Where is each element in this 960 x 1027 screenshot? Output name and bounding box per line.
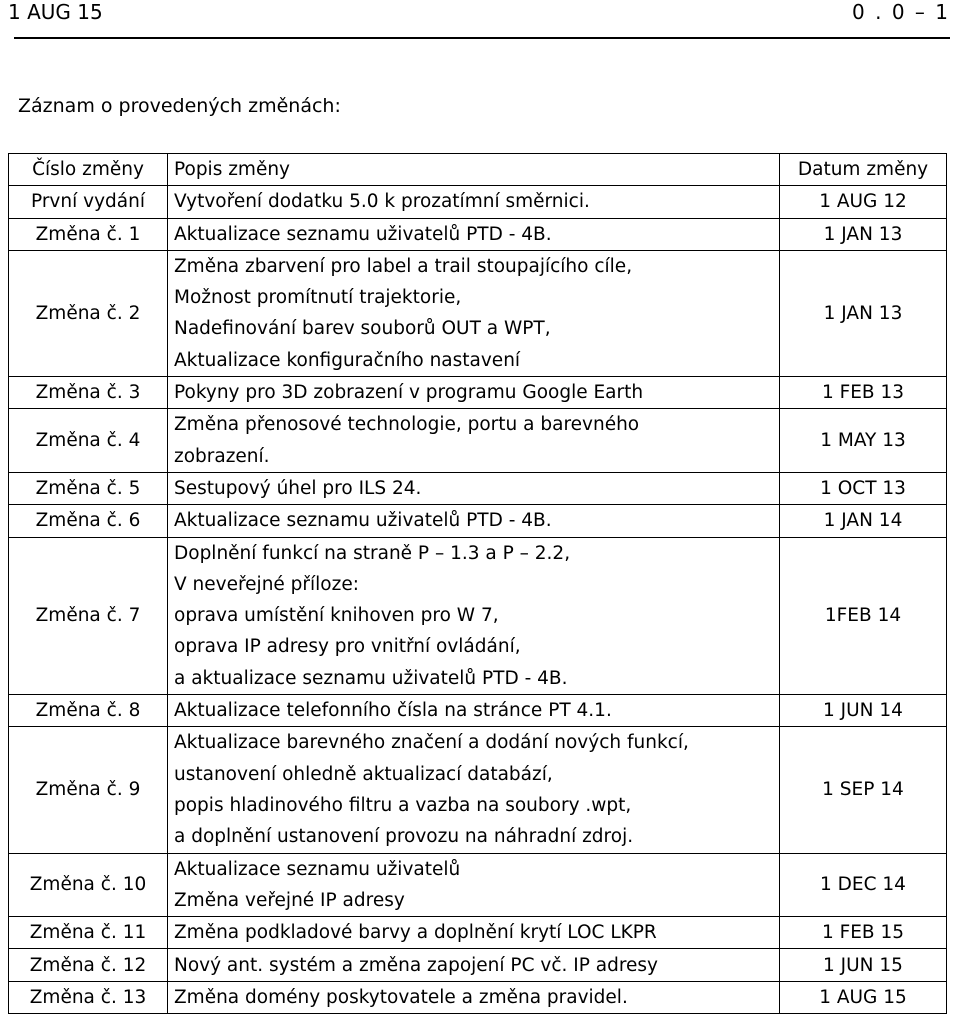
page-header <box>8 0 950 40</box>
table-row <box>9 981 947 1013</box>
change-number: Změna č. 7 <box>9 537 168 694</box>
description-line: V neveřejné příloze: <box>174 573 359 595</box>
change-record-table <box>8 153 947 1014</box>
table-row <box>9 727 947 853</box>
table-row <box>9 472 947 504</box>
change-description: Aktualizace seznamu uživatelů PTD - 4B. <box>168 218 780 250</box>
change-date <box>780 537 947 694</box>
description-line: ustanovení ohledně aktualizací databází, <box>174 763 553 785</box>
table-row <box>9 537 947 694</box>
header-rule <box>14 37 950 39</box>
change-number: Změna č. 10 <box>9 853 168 917</box>
change-description: Nový ant. systém a změna zapojení PC vč. IP adresy <box>168 949 780 981</box>
description-line: a aktualizace seznamu uživatelů PTD - 4B. <box>174 667 568 689</box>
change-number: Změna č. 6 <box>9 505 168 537</box>
table-row <box>9 186 947 218</box>
table-row <box>9 949 947 981</box>
description-line: Nadefinování barev souborů OUT a WPT, <box>174 318 551 340</box>
description-line: Doplnění funkcí na straně P – 1.3 a P – 2.2, <box>174 542 571 564</box>
date-text: 1 DEC 14 <box>820 874 906 896</box>
table-row <box>9 917 947 949</box>
change-number: Změna č. 11 <box>9 917 168 949</box>
change-description: Sestupový úhel pro ILS 24. <box>168 472 780 504</box>
change-description: Změna podkladové barvy a doplnění krytí LOC LKPR <box>168 917 780 949</box>
change-description <box>168 727 780 853</box>
description-line: popis hladinového filtru a vazba na soubory .wpt, <box>174 794 632 816</box>
description-line: Aktualizace seznamu uživatelů <box>174 858 461 880</box>
change-number: Změna č. 2 <box>9 250 168 376</box>
change-number: Změna č. 4 <box>9 409 168 473</box>
change-description: Změna domény poskytovatele a změna pravidel. <box>168 981 780 1013</box>
description-line: a doplnění ustanovení provozu na náhradní zdroj. <box>174 826 634 848</box>
change-number: Změna č. 13 <box>9 981 168 1013</box>
change-date: 1 OCT 13 <box>780 472 947 504</box>
change-number: Změna č. 1 <box>9 218 168 250</box>
change-number: Změna č. 9 <box>9 727 168 853</box>
record-title: Záznam o provedených změnách: <box>18 95 341 117</box>
column-header-description: Popis změny <box>168 154 780 186</box>
header-date: 1 AUG 15 <box>8 0 103 24</box>
table-row <box>9 505 947 537</box>
change-description <box>168 537 780 694</box>
description-line: oprava IP adresy pro vnitřní ovládání, <box>174 636 521 658</box>
description-line: Změna zbarvení pro label a trail stoupajícího cíle, <box>174 255 633 277</box>
column-header-date: Datum změny <box>780 154 947 186</box>
change-date <box>780 727 947 853</box>
change-number: Změna č. 3 <box>9 377 168 409</box>
change-date: 1 JUN 15 <box>780 949 947 981</box>
table-row <box>9 218 947 250</box>
date-text: 1 JAN 13 <box>823 302 903 324</box>
description-line: Aktualizace konfiguračního nastavení <box>174 349 521 371</box>
change-date: 1 AUG 15 <box>780 981 947 1013</box>
change-date <box>780 409 947 473</box>
description-line: zobrazení. <box>174 445 270 467</box>
change-date <box>780 853 947 917</box>
change-date: 1 AUG 12 <box>780 186 947 218</box>
table-row <box>9 853 947 917</box>
date-text: 1FEB 14 <box>824 605 902 627</box>
date-text: 1 SEP 14 <box>822 779 904 801</box>
change-number: Změna č. 5 <box>9 472 168 504</box>
change-number: První vydání <box>9 186 168 218</box>
change-description: Vytvoření dodatku 5.0 k prozatímní směrnici. <box>168 186 780 218</box>
change-description <box>168 853 780 917</box>
change-date: 1 FEB 13 <box>780 377 947 409</box>
change-date <box>780 250 947 376</box>
table-row <box>9 377 947 409</box>
change-description: Pokyny pro 3D zobrazení v programu Google Earth <box>168 377 780 409</box>
table-row <box>9 250 947 376</box>
description-line: Možnost promítnutí trajektorie, <box>174 287 462 309</box>
change-description <box>168 250 780 376</box>
table-header-row <box>9 154 947 186</box>
header-revision: 0 . 0 – 1 <box>852 0 950 24</box>
description-line: Změna veřejné IP adresy <box>174 889 405 911</box>
table-row <box>9 409 947 473</box>
description-line: Aktualizace barevného značení a dodání nových funkcí, <box>174 732 689 754</box>
change-number: Změna č. 12 <box>9 949 168 981</box>
change-description: Aktualizace seznamu uživatelů PTD - 4B. <box>168 505 780 537</box>
change-date: 1 JAN 14 <box>780 505 947 537</box>
change-description <box>168 409 780 473</box>
column-header-number: Číslo změny <box>9 154 168 186</box>
change-date: 1 JUN 14 <box>780 695 947 727</box>
description-line: Změna přenosové technologie, portu a barevného <box>174 414 640 436</box>
change-description: Aktualizace telefonního čísla na stránce PT 4.1. <box>168 695 780 727</box>
date-text: 1 MAY 13 <box>820 430 906 452</box>
description-line: oprava umístění knihoven pro W 7, <box>174 605 499 627</box>
change-date: 1 JAN 13 <box>780 218 947 250</box>
change-date: 1 FEB 15 <box>780 917 947 949</box>
change-number: Změna č. 8 <box>9 695 168 727</box>
table-row <box>9 695 947 727</box>
